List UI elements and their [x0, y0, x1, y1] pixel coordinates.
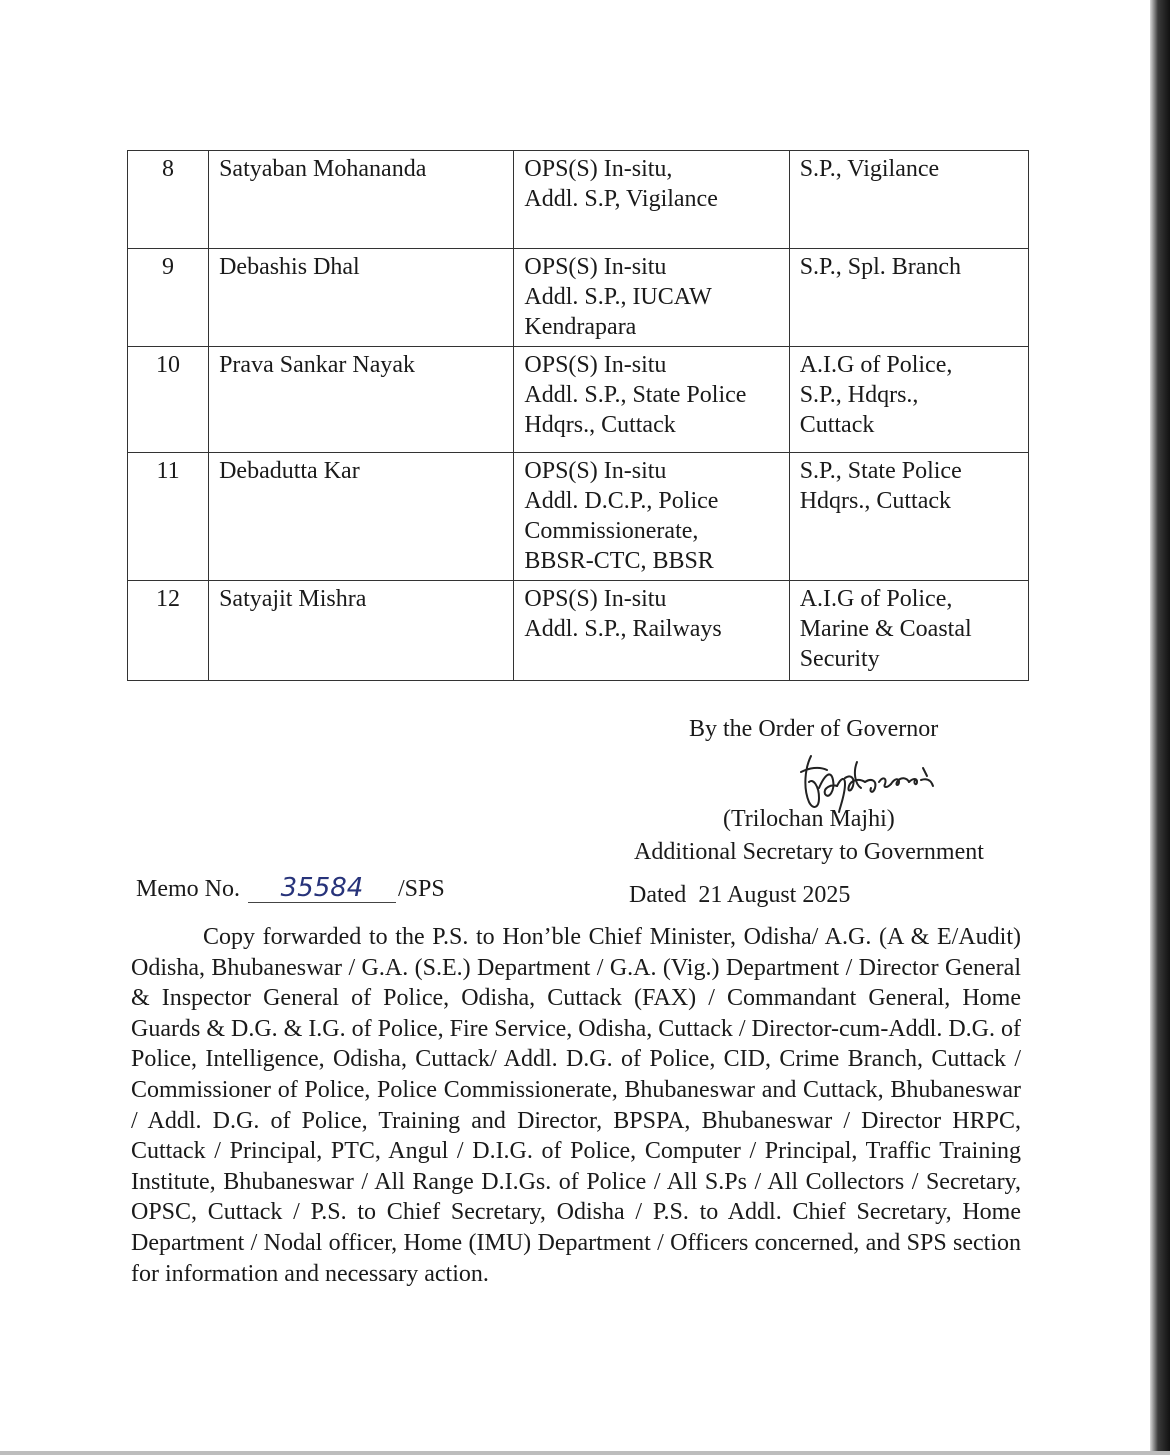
- new-posting-line: Marine & Coastal: [799, 616, 972, 642]
- new-posting-cell: [789, 581, 1028, 681]
- present-posting-cell: [514, 151, 789, 249]
- memo-line: [136, 874, 445, 903]
- copy-forwarded-paragraph: Copy forwarded to the P.S. to Hon’ble Chief Minister, Odisha/ A.G. (A & E/Audit) Odisha, Bhubaneswar / G.A. (S.E.) Department / G.A. (Vig.) Department / Director General & Inspector General of Police, Odisha, Cuttack (FAX) / Commandant General, Home Guards & D.G. & I.G. of Police, Fire Service, Odisha, Cuttack / Director-cum-Addl. D.G. of Police, Intelligence, Odisha, Cuttack/ Addl. D.G. of Police, CID, Crime Branch, Cuttack / Commissioner of Police, Police Commissionerate, Bhubaneswar and Cuttack, Bhubaneswar / Addl. D.G. of Police, Training and Director, BPSPA, Bhubaneswar / Director HRPC, Cuttack / Principal, PTC, Angul / D.I.G. of Police, Computer / Principal, Traffic Training Institute, Bhubaneswar / All Range D.I.Gs. of Police / All S.Ps / All Collectors / Secretary, OPSC, Cuttack / P.S. to Chief Secretary, Odisha / P.S. to Addl. Chief Secretary, Home Department / Nodal officer, Home (IMU) Department / Officers concerned, and SPS section for information and necessary action.: [131, 924, 1021, 1287]
- new-posting-line: Cuttack: [799, 412, 875, 438]
- present-posting-line: Hdqrs., Cuttack: [524, 412, 676, 438]
- signer-designation: Additional Secretary to Government: [634, 839, 984, 865]
- dated-line: [629, 882, 850, 909]
- new-posting-line: Security: [799, 646, 880, 672]
- present-posting-line: Addl. S.P., State Police: [524, 382, 747, 408]
- new-posting-line: S.P., Spl. Branch: [799, 254, 962, 280]
- order-line: By the Order of Governor: [689, 716, 939, 742]
- officer-name-cell: Prava Sankar Nayak: [209, 347, 514, 453]
- present-posting-line: OPS(S) In-situ,: [524, 156, 673, 182]
- memo-suffix: /SPS: [398, 876, 445, 902]
- present-posting-line: OPS(S) In-situ: [524, 458, 667, 484]
- officer-name-cell: Debashis Dhal: [209, 249, 514, 347]
- present-posting-line: OPS(S) In-situ: [524, 586, 667, 612]
- new-posting-cell: [789, 151, 1028, 249]
- serial-number-cell: 10: [128, 347, 209, 453]
- present-posting-line: Addl. S.P., IUCAW: [524, 284, 712, 310]
- dated-label: Dated: [629, 882, 687, 908]
- new-posting-line: Hdqrs., Cuttack: [799, 488, 952, 514]
- new-posting-line: S.P., Vigilance: [799, 156, 940, 182]
- new-posting-cell: [789, 249, 1028, 347]
- present-posting-cell: [514, 581, 789, 681]
- memo-date: 21 August 2025: [698, 882, 851, 908]
- new-posting-line: A.I.G of Police,: [799, 352, 953, 378]
- table-row: [128, 581, 1029, 681]
- present-posting-line: Addl. D.C.P., Police: [524, 488, 719, 514]
- present-posting-line: BBSR-CTC, BBSR: [524, 548, 714, 574]
- serial-number-cell: 9: [128, 249, 209, 347]
- present-posting-line: Commissionerate,: [524, 518, 699, 544]
- serial-number-cell: 11: [128, 453, 209, 581]
- officer-name-cell: Debadutta Kar: [209, 453, 514, 581]
- table-row: [128, 453, 1029, 581]
- new-posting-line: A.I.G of Police,: [799, 586, 953, 612]
- table-row: [128, 347, 1029, 453]
- present-posting-cell: [514, 453, 789, 581]
- present-posting-line: Kendrapara: [524, 314, 637, 340]
- new-posting-line: S.P., State Police: [799, 458, 962, 484]
- memo-prefix: Memo No.: [136, 876, 240, 902]
- new-posting-cell: [789, 453, 1028, 581]
- page-edge-shadow: [1150, 0, 1170, 1455]
- new-posting-cell: [789, 347, 1028, 453]
- present-posting-line: Addl. S.P., Railways: [524, 616, 722, 642]
- postings-table: [127, 150, 1029, 681]
- present-posting-cell: [514, 347, 789, 453]
- serial-number-cell: 8: [128, 151, 209, 249]
- table-row: [128, 249, 1029, 347]
- new-posting-line: S.P., Hdqrs.,: [799, 382, 919, 408]
- memo-number: 35584: [248, 874, 396, 903]
- present-posting-line: OPS(S) In-situ: [524, 254, 667, 280]
- present-posting-line: OPS(S) In-situ: [524, 352, 667, 378]
- table-row: [128, 151, 1029, 249]
- officer-name-cell: Satyaban Mohananda: [209, 151, 514, 249]
- signer-name: (Trilochan Majhi): [723, 806, 895, 832]
- present-posting-line: Addl. S.P, Vigilance: [524, 186, 718, 212]
- page-bottom-edge: [0, 1451, 1170, 1455]
- present-posting-cell: [514, 249, 789, 347]
- serial-number-cell: 12: [128, 581, 209, 681]
- officer-name-cell: Satyajit Mishra: [209, 581, 514, 681]
